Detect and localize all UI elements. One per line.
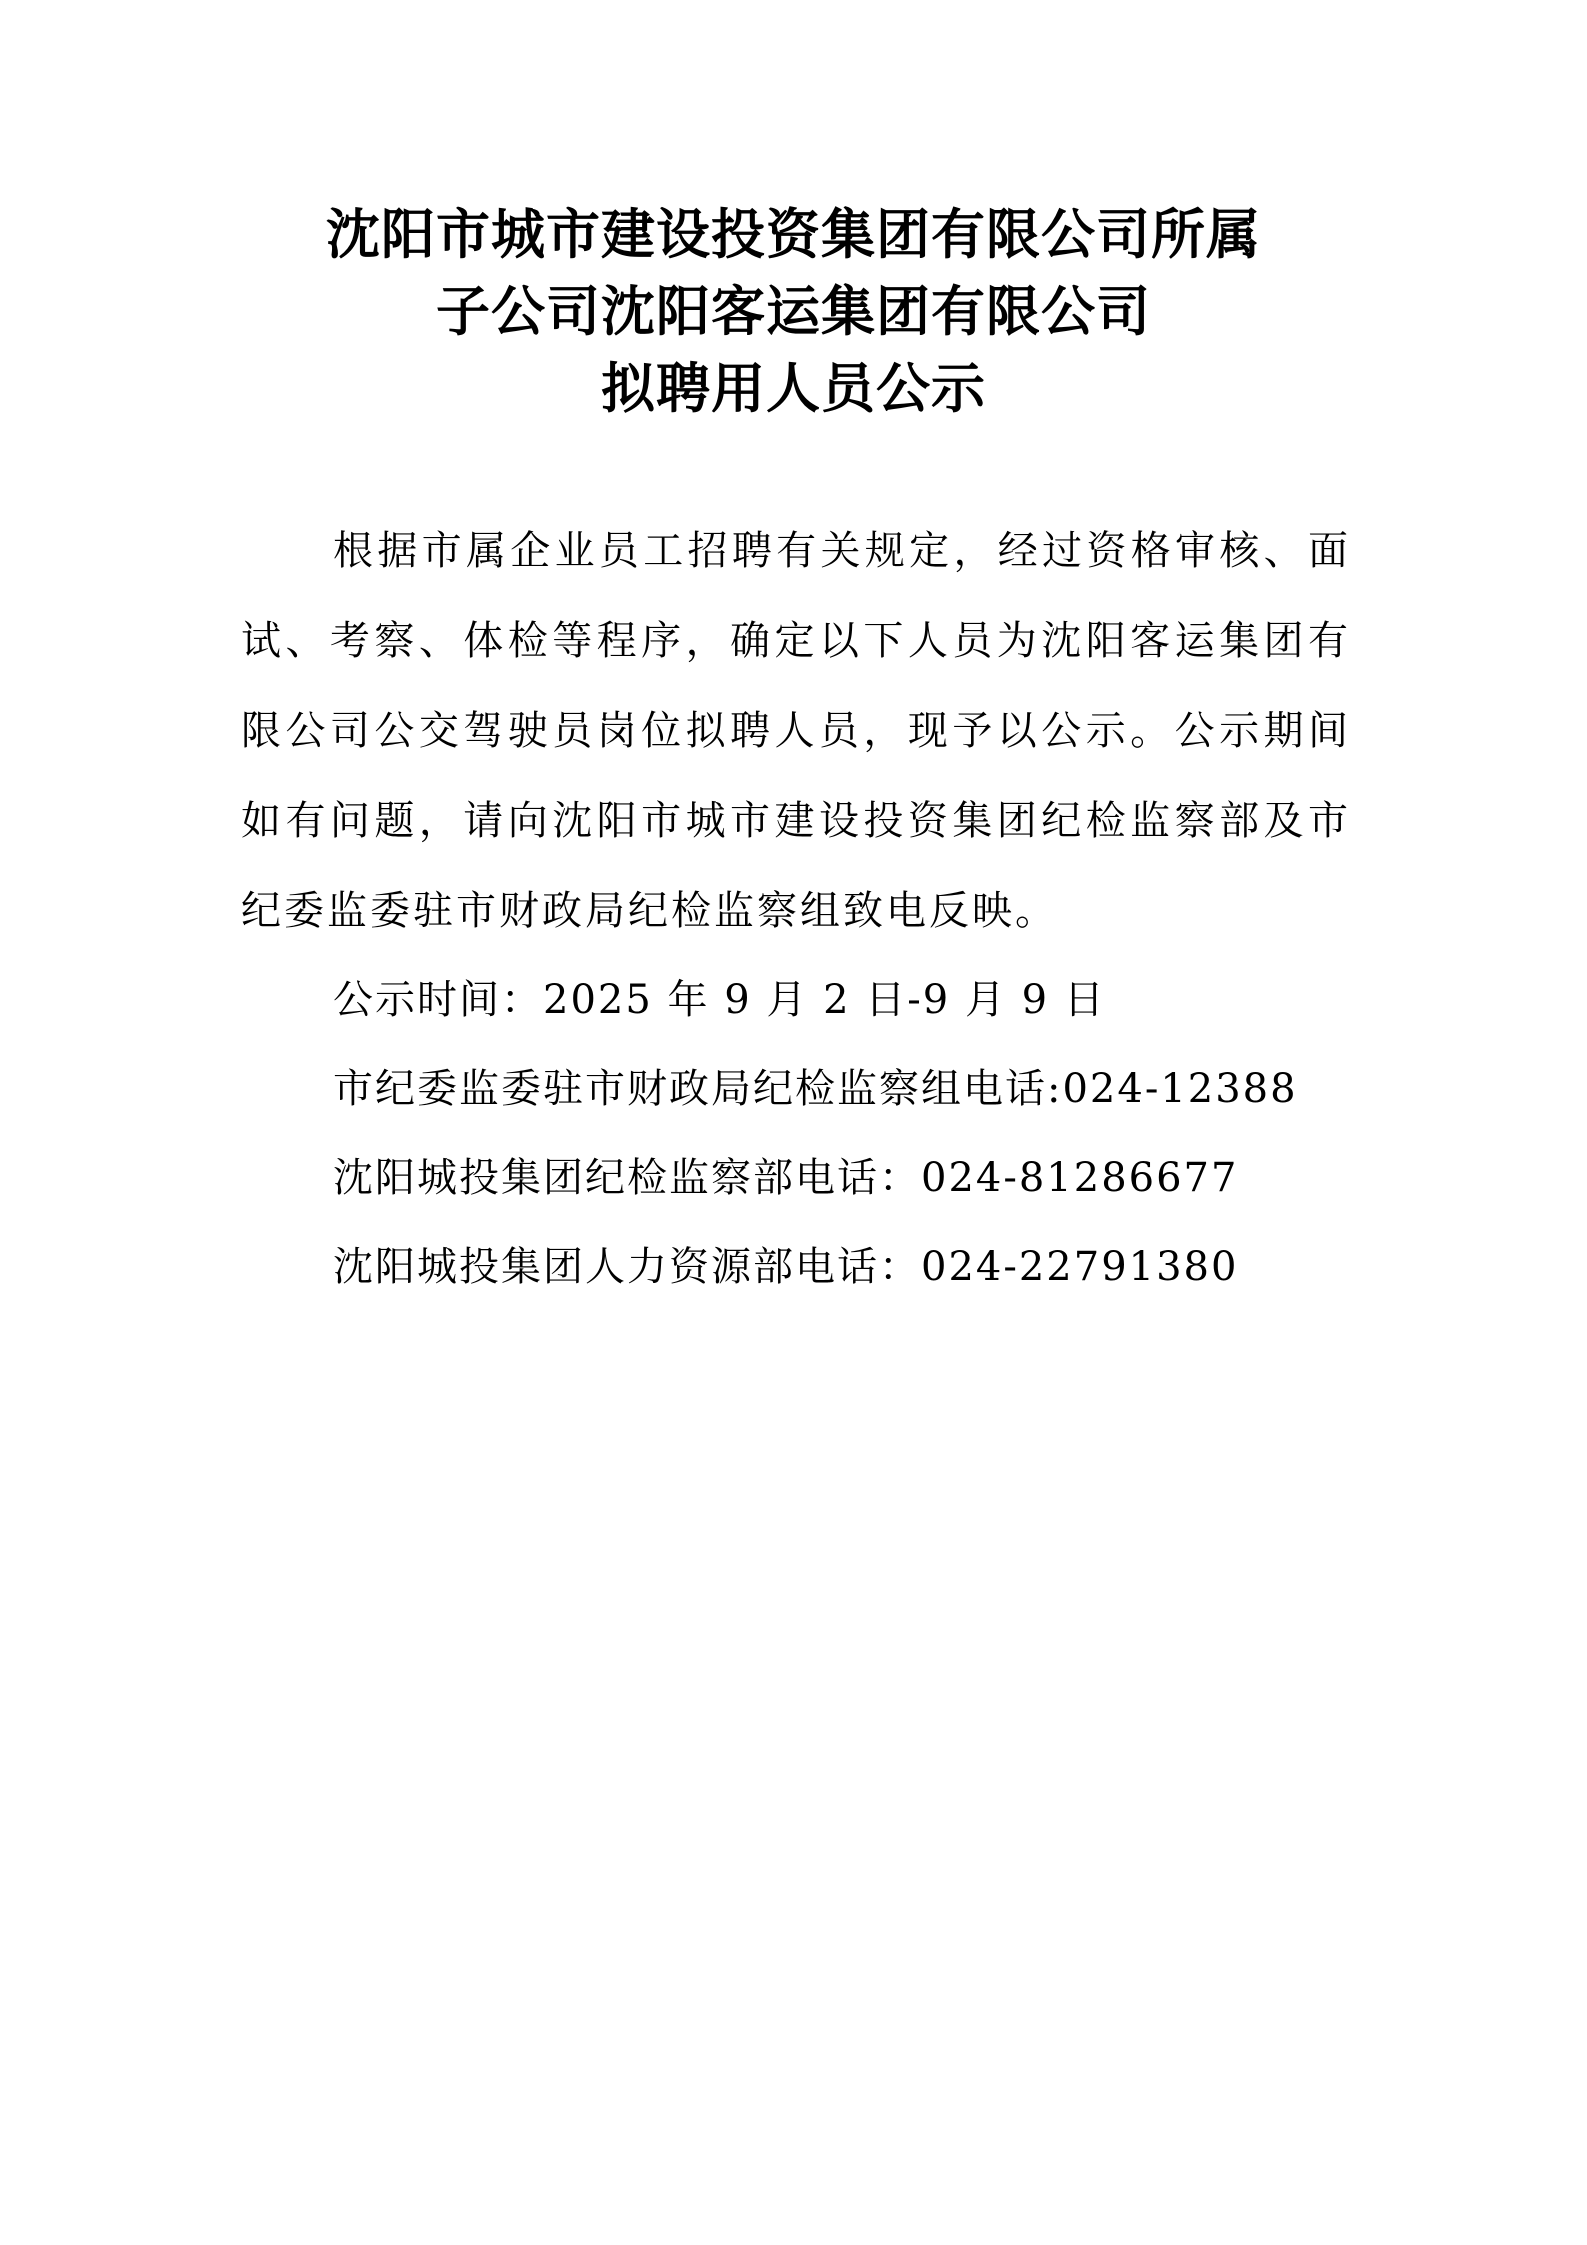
document-title <box>0 196 1587 427</box>
contact-line-discipline-department: 沈阳城投集团纪检监察部电话：024-81286677 <box>333 1155 1239 1201</box>
body-paragraph: 根据市属企业员工招聘有关规定，经过资格审核、面试、考察、体检等程序，确定以下人员为沈阳客运集团有限公司公交驾驶员岗位拟聘人员，现予以公示。公示期间如有问题，请向沈阳市城市建设投资集团纪检监察部及市纪委监委驻市财政局纪检监察组致电反映。 <box>241 528 1351 934</box>
contact-line-hr-department: 沈阳城投集团人力资源部电话：024-22791380 <box>333 1244 1239 1290</box>
contact-info-list <box>333 956 1353 1312</box>
title-line-2: 子公司沈阳客运集团有限公司 <box>436 279 1151 343</box>
publicity-period: 公示时间：2025 年 9 月 2 日-9 月 9 日 <box>333 977 1106 1023</box>
title-line-3: 拟聘用人员公示 <box>601 356 986 420</box>
title-line-1: 沈阳市城市建设投资集团有限公司所属 <box>326 202 1261 266</box>
contact-line-discipline-group: 市纪委监委驻市财政局纪检监察组电话:024-12388 <box>333 1066 1298 1112</box>
